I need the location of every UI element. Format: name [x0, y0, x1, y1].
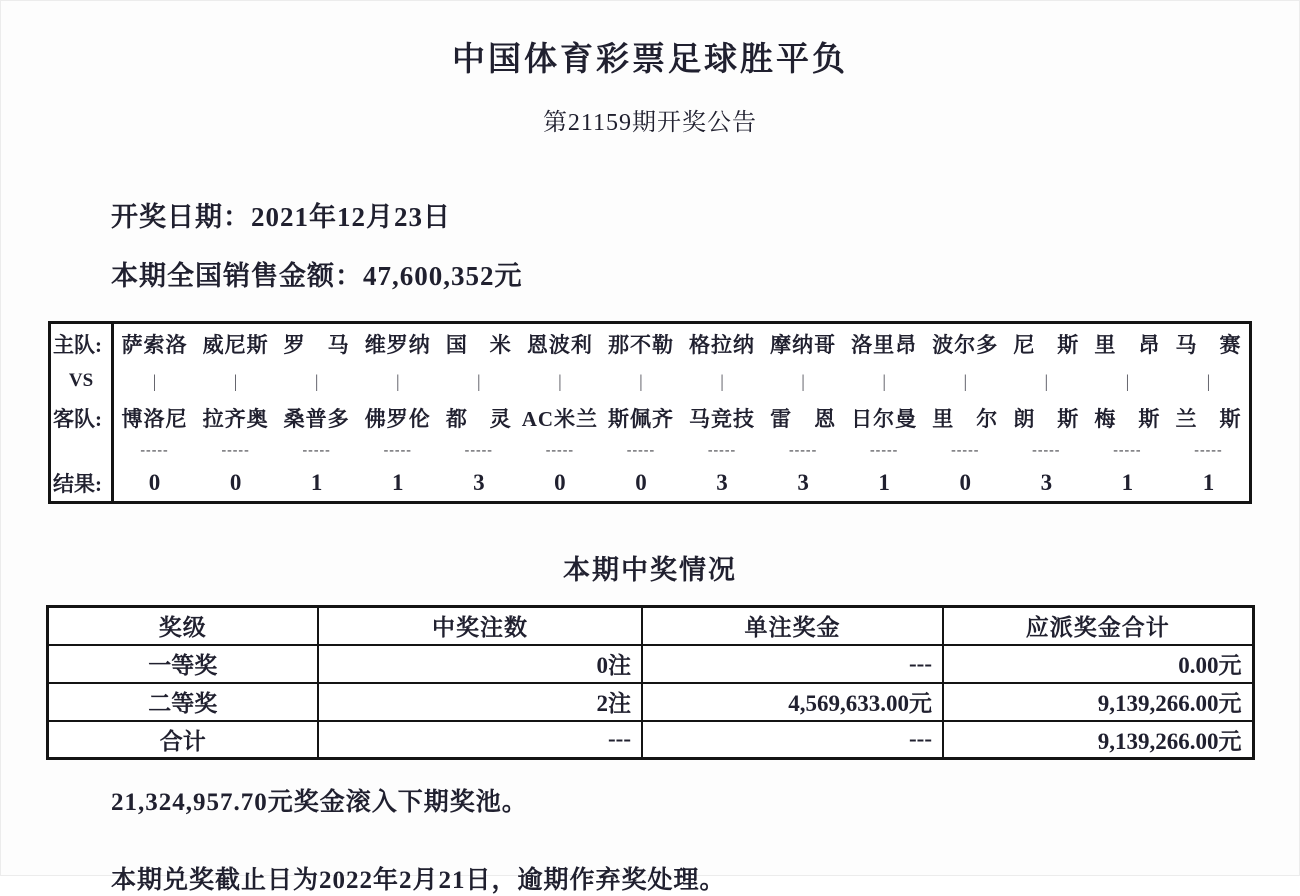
separator-dashes: ----- [951, 443, 980, 458]
home-team-name: 尼 斯 [1013, 333, 1080, 357]
home-team-name: 国 米 [445, 333, 512, 357]
away-team-name: 博洛尼 [121, 407, 188, 431]
vs-bar: | [1206, 370, 1211, 391]
away-team-name: 都 灵 [445, 407, 512, 431]
vs-bar: | [882, 370, 886, 391]
match-result-value: 1 [878, 469, 890, 495]
match-column [357, 324, 438, 501]
vs-bar: | [1044, 370, 1049, 391]
away-team-name: 梅 斯 [1094, 407, 1161, 431]
separator-dashes: ----- [870, 443, 899, 458]
separator-dashes: ----- [302, 443, 331, 458]
vs-bar: | [314, 370, 319, 391]
home-team-name: 罗 马 [283, 333, 350, 357]
match-result-value: 1 [1121, 469, 1134, 495]
match-result-value: 0 [229, 469, 242, 495]
match-result-value: 0 [959, 469, 971, 495]
vs-bar: | [152, 370, 157, 391]
away-team-name: 日尔曼 [851, 407, 918, 431]
vs-bar: | [801, 370, 805, 391]
match-column [519, 324, 600, 501]
vs-bar: | [395, 370, 400, 391]
prize-table-body [47, 645, 1253, 759]
match-column [1006, 324, 1087, 501]
match-result-value: 1 [310, 469, 323, 495]
vs-bar: | [233, 370, 238, 391]
match-column [681, 324, 762, 501]
winning-bets-cell: --- [318, 721, 642, 759]
away-team-name: AC米兰 [521, 407, 599, 431]
total-prize-cell: 0.00元 [943, 645, 1253, 683]
home-team-name: 威尼斯 [202, 333, 269, 357]
match-result-value: 1 [1202, 469, 1215, 495]
match-column [600, 324, 681, 501]
separator-dashes: ----- [140, 443, 169, 458]
separator-dashes: ----- [626, 443, 656, 458]
vs-bar: | [1125, 370, 1130, 391]
prize-level-cell: 一等奖 [47, 645, 318, 683]
match-column [114, 324, 195, 501]
match-result-value: 3 [1040, 469, 1053, 495]
single-prize-cell: 4,569,633.00元 [642, 683, 943, 721]
home-team-name: 波尔多 [932, 333, 999, 357]
away-team-name: 斯佩齐 [607, 407, 674, 431]
separator-dashes: ----- [788, 443, 818, 458]
prize-table-row [47, 645, 1253, 683]
match-result-value: 0 [635, 469, 647, 495]
separator-dashes: ----- [1113, 443, 1142, 458]
home-team-name: 恩波利 [526, 333, 593, 357]
match-column [438, 324, 519, 501]
match-table-row-labels [51, 324, 114, 501]
separator-row-label [51, 438, 111, 464]
home-row-label: 主队: [53, 333, 102, 357]
prize-table-row [47, 683, 1253, 721]
away-team-name: 朗 斯 [1013, 407, 1080, 431]
away-team-name: 拉齐奥 [202, 407, 269, 431]
separator-dashes: ----- [545, 443, 575, 458]
away-team-name: 雷 恩 [770, 407, 837, 431]
match-column [1168, 324, 1249, 501]
match-column [1087, 324, 1168, 501]
match-result-value: 0 [554, 469, 566, 495]
separator-dashes: ----- [707, 443, 737, 458]
vs-bar: | [720, 370, 724, 391]
match-column [925, 324, 1006, 501]
result-row-label: 结果: [53, 471, 102, 496]
single-prize-cell: --- [642, 645, 943, 683]
home-team-name: 马 赛 [1175, 333, 1242, 357]
match-results-table [48, 321, 1252, 504]
match-column [763, 324, 844, 501]
separator-dashes: ----- [383, 443, 412, 458]
deadline-note: 本期兑奖截止日为2022年2月21日，逾期作弃奖处理。 [111, 867, 726, 894]
page-subtitle: 第21159期开奖公告 [542, 110, 758, 136]
match-result-value: 3 [473, 469, 485, 495]
separator-dashes: ----- [464, 443, 493, 458]
vs-row-label: VS [68, 370, 94, 391]
prize-section-title: 本期中奖情况 [563, 555, 737, 585]
draw-date-line: 开奖日期：2021年12月23日 [111, 202, 451, 232]
home-team-name: 洛里昂 [851, 333, 918, 357]
vs-bar: | [477, 370, 481, 391]
total-prize-cell: 9,139,266.00元 [943, 721, 1253, 759]
vs-bar: | [963, 370, 968, 391]
header-total-prize: 应派奖金合计 [943, 607, 1253, 645]
separator-dashes: ----- [1194, 443, 1223, 458]
away-team-name: 兰 斯 [1175, 407, 1242, 431]
away-team-name: 桑普多 [283, 407, 350, 431]
prize-table-row [47, 721, 1253, 759]
home-team-name: 格拉纳 [689, 333, 756, 357]
total-prize-cell: 9,139,266.00元 [943, 683, 1253, 721]
prize-table [46, 605, 1255, 760]
home-team-name: 维罗纳 [364, 333, 431, 357]
match-column [195, 324, 276, 501]
winning-bets-cell: 0注 [318, 645, 642, 683]
prize-table-header-row [47, 607, 1253, 645]
header-single-prize: 单注奖金 [642, 607, 943, 645]
prize-level-cell: 合计 [47, 721, 318, 759]
rollover-note: 21,324,957.70元奖金滚入下期奖池。 [111, 789, 528, 816]
sales-amount-line: 本期全国销售金额：47,600,352元 [111, 261, 523, 291]
page-title: 中国体育彩票足球胜平负 [452, 42, 848, 78]
away-row-label: 客队: [53, 407, 102, 431]
home-team-name: 那不勒 [607, 333, 674, 357]
away-team-name: 佛罗伦 [364, 407, 431, 431]
away-team-name: 马竞技 [689, 407, 756, 431]
match-columns [114, 324, 1249, 501]
home-team-name: 萨索洛 [121, 333, 188, 357]
header-winning-bets: 中奖注数 [318, 607, 642, 645]
vs-bar: | [558, 370, 562, 391]
prize-level-cell: 二等奖 [47, 683, 318, 721]
vs-bar: | [639, 370, 643, 391]
home-team-name: 里 昂 [1094, 333, 1161, 357]
header-prize-level: 奖级 [47, 607, 318, 645]
match-result-value: 3 [797, 469, 809, 495]
separator-dashes: ----- [1032, 443, 1061, 458]
single-prize-cell: --- [642, 721, 943, 759]
match-column [844, 324, 925, 501]
separator-dashes: ----- [221, 443, 250, 458]
away-team-name: 里 尔 [932, 407, 999, 431]
home-team-name: 摩纳哥 [770, 333, 837, 357]
match-column [276, 324, 357, 501]
winning-bets-cell: 2注 [318, 683, 642, 721]
match-result-value: 0 [148, 469, 161, 495]
match-result-value: 3 [716, 469, 728, 495]
match-result-value: 1 [391, 469, 404, 495]
